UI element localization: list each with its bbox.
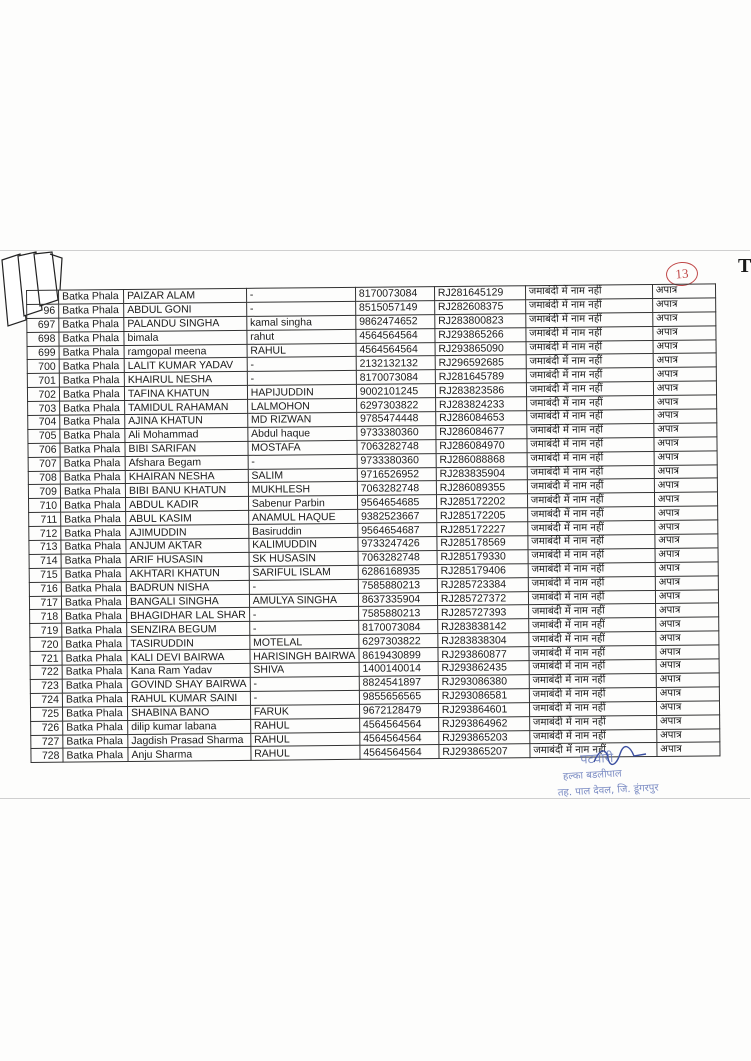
father-name-cell: - bbox=[249, 621, 358, 636]
jan-aadhaar-cell: RJ283838142 bbox=[438, 619, 529, 634]
records-table bbox=[26, 283, 720, 763]
mobile-cell: 9564654685 bbox=[357, 495, 436, 510]
village-cell: Batka Phala bbox=[62, 665, 127, 680]
stamp-line-1: पटवारी bbox=[579, 750, 614, 768]
serial-number-cell: 708 bbox=[28, 471, 60, 485]
mobile-cell: 9733380360 bbox=[357, 453, 436, 468]
name-cell: BIBI BANU KHATUN bbox=[125, 483, 248, 498]
status-cell: अपात्र bbox=[655, 603, 718, 617]
mobile-cell: 4564564564 bbox=[360, 731, 439, 746]
father-name-cell: ANAMUL HAQUE bbox=[248, 510, 357, 525]
serial-number-cell: 722 bbox=[30, 665, 62, 679]
jan-aadhaar-cell: RJ283835904 bbox=[436, 466, 527, 481]
remark-cell: जमाबंदी में नाम नहीं bbox=[528, 590, 655, 605]
serial-number-cell: 712 bbox=[29, 526, 61, 540]
mobile-cell: 9733247426 bbox=[358, 537, 437, 552]
remark-cell: जमाबंदी में नाम नहीं bbox=[526, 326, 653, 341]
mobile-cell: 4564564564 bbox=[359, 717, 438, 732]
serial-number-cell: 96 bbox=[27, 304, 59, 318]
father-name-cell: LALMOHON bbox=[247, 398, 356, 413]
mobile-cell: 8515057149 bbox=[355, 300, 434, 315]
remark-cell: जमाबंदी में नाम नहीं bbox=[528, 604, 655, 619]
serial-number-cell: 716 bbox=[29, 582, 61, 596]
village-cell: Batka Phala bbox=[60, 428, 125, 443]
name-cell: PALANDU SINGHA bbox=[124, 316, 247, 331]
name-cell: BIBI SARIFAN bbox=[125, 441, 248, 456]
name-cell: Afshara Begam bbox=[125, 455, 248, 470]
remark-cell: जमाबंदी में नाम नहीं bbox=[528, 535, 655, 550]
status-cell: अपात्र bbox=[654, 464, 717, 478]
remark-cell: जमाबंदी में नाम नहीं bbox=[528, 562, 655, 577]
serial-number-cell: 702 bbox=[27, 387, 59, 401]
serial-number-cell: 706 bbox=[28, 443, 60, 457]
jan-aadhaar-cell: RJ283823586 bbox=[435, 383, 526, 398]
serial-number-cell: 725 bbox=[31, 707, 63, 721]
village-cell: Batka Phala bbox=[59, 373, 124, 388]
mobile-cell: 7585880213 bbox=[358, 606, 437, 621]
status-cell: अपात्र bbox=[654, 492, 717, 506]
father-name-cell: - bbox=[249, 607, 358, 622]
village-cell: Batka Phala bbox=[62, 692, 127, 707]
father-name-cell: - bbox=[247, 357, 356, 372]
serial-number-cell: 709 bbox=[28, 485, 60, 499]
stamp-line-3: तह. पाल देवल, जि. डूंगरपुर bbox=[557, 782, 659, 799]
village-cell: Batka Phala bbox=[63, 720, 128, 735]
jan-aadhaar-cell: RJ293864962 bbox=[438, 716, 529, 731]
remark-cell: जमाबंदी में नाम नहीं bbox=[528, 576, 655, 591]
village-cell: Batka Phala bbox=[61, 581, 126, 596]
status-cell: अपात्र bbox=[656, 687, 719, 701]
mobile-cell: 8619430899 bbox=[359, 648, 438, 663]
village-cell: Batka Phala bbox=[63, 748, 128, 763]
status-cell: अपात्र bbox=[657, 742, 720, 756]
father-name-cell: Sabenur Parbin bbox=[248, 496, 357, 511]
remark-cell: जमाबंदी में नाम नहीं bbox=[529, 646, 656, 661]
father-name-cell: - bbox=[249, 579, 358, 594]
village-cell: Batka Phala bbox=[60, 484, 125, 499]
serial-number-cell: 719 bbox=[30, 624, 62, 638]
status-cell: अपात्र bbox=[655, 534, 718, 548]
name-cell: ABDUL GONI bbox=[124, 302, 247, 317]
jan-aadhaar-cell: RJ285178569 bbox=[437, 536, 528, 551]
serial-number-cell: 697 bbox=[27, 318, 59, 332]
serial-number-cell: 715 bbox=[29, 568, 61, 582]
page-number: 13 bbox=[665, 261, 699, 287]
status-cell: अपात्र bbox=[652, 284, 715, 298]
status-cell: अपात्र bbox=[655, 520, 718, 534]
father-name-cell: RAHUL bbox=[247, 343, 356, 358]
name-cell: ABUL KASIM bbox=[126, 511, 249, 526]
name-cell: Kana Ram Yadav bbox=[127, 663, 250, 678]
mobile-cell: 8637335904 bbox=[358, 592, 437, 607]
status-cell: अपात्र bbox=[655, 576, 718, 590]
mobile-cell: 2132132132 bbox=[356, 356, 435, 371]
name-cell: ANJUM AKTAR bbox=[126, 538, 249, 553]
jan-aadhaar-cell: RJ293865266 bbox=[435, 327, 526, 342]
mobile-cell: 9733380360 bbox=[357, 425, 436, 440]
mobile-cell: 9672128479 bbox=[359, 703, 438, 718]
village-cell: Batka Phala bbox=[59, 317, 124, 332]
serial-number-cell: 707 bbox=[28, 457, 60, 471]
remark-cell: जमाबंदी में नाम नहीं bbox=[527, 437, 654, 452]
father-name-cell: RAHUL bbox=[250, 732, 359, 747]
jan-aadhaar-cell: RJ282608375 bbox=[434, 300, 525, 315]
jan-aadhaar-cell: RJ293865203 bbox=[439, 730, 530, 745]
father-name-cell: RAHUL bbox=[250, 718, 359, 733]
serial-number-cell: 713 bbox=[29, 540, 61, 554]
jan-aadhaar-cell: RJ286089355 bbox=[436, 480, 527, 495]
status-cell: अपात्र bbox=[653, 395, 716, 409]
name-cell: ARIF HUSASIN bbox=[126, 552, 249, 567]
status-cell: अपात्र bbox=[654, 478, 717, 492]
mobile-cell: 8170073084 bbox=[356, 370, 435, 385]
serial-number-cell: 705 bbox=[28, 429, 60, 443]
stamp-line-2: हल्का बडलीपाल bbox=[562, 768, 622, 783]
status-cell: अपात्र bbox=[655, 589, 718, 603]
jan-aadhaar-cell: RJ281645129 bbox=[434, 286, 525, 301]
village-cell: Batka Phala bbox=[63, 734, 128, 749]
signature-icon bbox=[590, 744, 650, 768]
name-cell: BANGALI SINGHA bbox=[126, 594, 249, 609]
name-cell: BADRUN NISHA bbox=[126, 580, 249, 595]
status-cell: अपात्र bbox=[654, 451, 717, 465]
remark-cell: जमाबंदी में नाम नहीं bbox=[527, 423, 654, 438]
remark-cell: जमाबंदी में नाम नहीं bbox=[526, 382, 653, 397]
serial-number-cell: 720 bbox=[30, 637, 62, 651]
status-cell: अपात्र bbox=[654, 437, 717, 451]
serial-number-cell: 711 bbox=[29, 512, 61, 526]
father-name-cell: Abdul haque bbox=[248, 426, 357, 441]
name-cell: Ali Mohammad bbox=[125, 427, 248, 442]
father-name-cell: MOSTAFA bbox=[248, 440, 357, 455]
village-cell: Batka Phala bbox=[60, 401, 125, 416]
village-cell: Batka Phala bbox=[62, 623, 127, 638]
status-cell: अपात्र bbox=[653, 381, 716, 395]
serial-number-cell: 710 bbox=[29, 499, 61, 513]
mobile-cell: 9862474652 bbox=[356, 314, 435, 329]
jan-aadhaar-cell: RJ293086581 bbox=[438, 689, 529, 704]
remark-cell: जमाबंदी में नाम नहीं bbox=[530, 743, 657, 758]
village-cell: Batka Phala bbox=[61, 498, 126, 513]
father-name-cell: SARIFUL ISLAM bbox=[249, 565, 358, 580]
remark-cell: जमाबंदी में नाम नहीं bbox=[530, 729, 657, 744]
serial-number-cell: 698 bbox=[27, 332, 59, 346]
serial-number-cell: 727 bbox=[31, 735, 63, 749]
status-cell: अपात्र bbox=[655, 548, 718, 562]
jan-aadhaar-cell: RJ286088868 bbox=[436, 452, 527, 467]
village-cell: Batka Phala bbox=[60, 456, 125, 471]
mobile-cell: 6297303822 bbox=[356, 398, 435, 413]
name-cell: LALIT KUMAR YADAV bbox=[124, 358, 247, 373]
name-cell: PAIZAR ALAM bbox=[124, 288, 247, 303]
name-cell: bimala bbox=[124, 330, 247, 345]
village-cell: Batka Phala bbox=[59, 303, 124, 318]
village-cell: Batka Phala bbox=[61, 540, 126, 555]
remark-cell: जमाबंदी में नाम नहीं bbox=[527, 465, 654, 480]
father-name-cell: - bbox=[248, 454, 357, 469]
remark-cell: जमाबंदी में नाम नहीं bbox=[526, 368, 653, 383]
father-name-cell: - bbox=[247, 371, 356, 386]
serial-number-cell: 721 bbox=[30, 651, 62, 665]
serial-number-cell: 718 bbox=[30, 610, 62, 624]
status-cell: अपात्र bbox=[656, 714, 719, 728]
village-cell: Batka Phala bbox=[60, 415, 125, 430]
mobile-cell: 7063282748 bbox=[357, 481, 436, 496]
mobile-cell: 9564654687 bbox=[358, 523, 437, 538]
jan-aadhaar-cell: RJ296592685 bbox=[435, 355, 526, 370]
name-cell: KHAIRAN NESHA bbox=[125, 469, 248, 484]
village-cell: Batka Phala bbox=[62, 678, 127, 693]
jan-aadhaar-cell: RJ285179330 bbox=[437, 550, 528, 565]
jan-aadhaar-cell: RJ293862435 bbox=[438, 661, 529, 676]
jan-aadhaar-cell: RJ285172205 bbox=[436, 508, 527, 523]
village-cell: Batka Phala bbox=[60, 442, 125, 457]
serial-number-cell: 701 bbox=[27, 374, 59, 388]
father-name-cell: MUKHLESH bbox=[248, 482, 357, 497]
remark-cell: जमाबंदी में नाम नहीं bbox=[525, 284, 652, 299]
name-cell: TAFINA KHATUN bbox=[124, 386, 247, 401]
mobile-cell: 8824541897 bbox=[359, 675, 438, 690]
name-cell: Jagdish Prasad Sharma bbox=[128, 733, 251, 748]
jan-aadhaar-cell: RJ285179406 bbox=[437, 564, 528, 579]
village-cell: Batka Phala bbox=[61, 553, 126, 568]
edge-mark: T bbox=[738, 255, 751, 277]
father-name-cell: FARUK bbox=[250, 704, 359, 719]
status-cell: अपात्र bbox=[656, 701, 719, 715]
name-cell: TASIRUDDIN bbox=[127, 636, 250, 651]
name-cell: dilip kumar labana bbox=[128, 719, 251, 734]
remark-cell: जमाबंदी में नाम नहीं bbox=[527, 409, 654, 424]
page-edge-top bbox=[0, 250, 750, 251]
serial-number-cell: 700 bbox=[27, 360, 59, 374]
village-cell: Batka Phala bbox=[61, 512, 126, 527]
father-name-cell: AMULYA SINGHA bbox=[249, 593, 358, 608]
father-name-cell: Basiruddin bbox=[248, 523, 357, 538]
jan-aadhaar-cell: RJ285172227 bbox=[437, 522, 528, 537]
status-cell: अपात्र bbox=[653, 326, 716, 340]
jan-aadhaar-cell: RJ286084653 bbox=[436, 411, 527, 426]
serial-number-cell: 717 bbox=[29, 596, 61, 610]
remark-cell: जमाबंदी में नाम नहीं bbox=[529, 673, 656, 688]
father-name-cell: - bbox=[246, 287, 355, 302]
village-cell: Batka Phala bbox=[59, 290, 124, 305]
name-cell: SHABINA BANO bbox=[128, 705, 251, 720]
village-cell: Batka Phala bbox=[62, 609, 127, 624]
village-cell: Batka Phala bbox=[62, 637, 127, 652]
serial-number-cell: 704 bbox=[28, 415, 60, 429]
mobile-cell: 7063282748 bbox=[358, 550, 437, 565]
remark-cell: जमाबंदी में नाम नहीं bbox=[529, 715, 656, 730]
village-cell: Batka Phala bbox=[59, 387, 124, 402]
jan-aadhaar-cell: RJ286084677 bbox=[436, 425, 527, 440]
status-cell: अपात्र bbox=[653, 367, 716, 381]
serial-number-cell: 728 bbox=[31, 749, 63, 763]
village-cell: Batka Phala bbox=[60, 470, 125, 485]
village-cell: Batka Phala bbox=[59, 331, 124, 346]
remark-cell: जमाबंदी में नाम नहीं bbox=[526, 340, 653, 355]
remark-cell: जमाबंदी में नाम नहीं bbox=[525, 298, 652, 313]
remark-cell: जमाबंदी में नाम नहीं bbox=[527, 451, 654, 466]
father-name-cell: kamal singha bbox=[246, 315, 355, 330]
remark-cell: जमाबंदी में नाम नहीं bbox=[526, 354, 653, 369]
name-cell: ramgopal meena bbox=[124, 344, 247, 359]
mobile-cell: 9002101245 bbox=[356, 384, 435, 399]
mobile-cell: 8170073084 bbox=[355, 287, 434, 302]
mobile-cell: 9382523667 bbox=[357, 509, 436, 524]
mobile-cell: 4564564564 bbox=[356, 328, 435, 343]
serial-number-cell: 726 bbox=[31, 721, 63, 735]
status-cell: अपात्र bbox=[652, 298, 715, 312]
mobile-cell: 6286168935 bbox=[358, 564, 437, 579]
mobile-cell: 6297303822 bbox=[359, 634, 438, 649]
serial-number-cell: 724 bbox=[30, 693, 62, 707]
father-name-cell: KALIMUDDIN bbox=[249, 537, 358, 552]
remark-cell: जमाबंदी में नाम नहीं bbox=[527, 507, 654, 522]
status-cell: अपात्र bbox=[653, 339, 716, 353]
jan-aadhaar-cell: RJ293865207 bbox=[439, 744, 530, 759]
mobile-cell: 9785474448 bbox=[357, 412, 436, 427]
mobile-cell: 9855656565 bbox=[359, 689, 438, 704]
remark-cell: जमाबंदी में नाम नहीं bbox=[529, 660, 656, 675]
village-cell: Batka Phala bbox=[61, 595, 126, 610]
jan-aadhaar-cell: RJ285727393 bbox=[437, 605, 528, 620]
records-body bbox=[27, 284, 720, 763]
name-cell: AJINA KHATUN bbox=[125, 413, 248, 428]
mobile-cell: 8170073084 bbox=[359, 620, 438, 635]
status-cell: अपात्र bbox=[654, 409, 717, 423]
remark-cell: जमाबंदी में नाम नहीं bbox=[526, 396, 653, 411]
remark-cell: जमाबंदी में नाम नहीं bbox=[529, 687, 656, 702]
serial-number-cell: 703 bbox=[28, 401, 60, 415]
status-cell: अपात्र bbox=[657, 728, 720, 742]
mobile-cell: 4564564564 bbox=[356, 342, 435, 357]
remark-cell: जमाबंदी में नाम नहीं bbox=[528, 521, 655, 536]
serial-number-cell: 714 bbox=[29, 554, 61, 568]
remark-cell: जमाबंदी में नाम नहीं bbox=[527, 479, 654, 494]
mobile-cell: 1400140014 bbox=[359, 662, 438, 677]
jan-aadhaar-cell: RJ293865090 bbox=[435, 341, 526, 356]
jan-aadhaar-cell: RJ293864601 bbox=[438, 702, 529, 717]
father-name-cell: HAPIJUDDIN bbox=[247, 385, 356, 400]
jan-aadhaar-cell: RJ283838304 bbox=[438, 633, 529, 648]
name-cell: BHAGIDHAR LAL SHAR bbox=[127, 608, 250, 623]
jan-aadhaar-cell: RJ283800823 bbox=[435, 313, 526, 328]
jan-aadhaar-cell: RJ293860877 bbox=[438, 647, 529, 662]
name-cell: SENZIRA BEGUM bbox=[127, 622, 250, 637]
father-name-cell: - bbox=[250, 676, 359, 691]
name-cell: Anju Sharma bbox=[128, 747, 251, 762]
father-name-cell: MOTELAL bbox=[250, 635, 359, 650]
status-cell: अपात्र bbox=[655, 562, 718, 576]
status-cell: अपात्र bbox=[653, 312, 716, 326]
status-cell: अपात्र bbox=[656, 659, 719, 673]
status-cell: अपात्र bbox=[656, 617, 719, 631]
father-name-cell: MD RIZWAN bbox=[247, 412, 356, 427]
name-cell: AJIMUDDIN bbox=[126, 525, 249, 540]
name-cell: AKHTARI KHATUN bbox=[126, 566, 249, 581]
jan-aadhaar-cell: RJ285723384 bbox=[437, 577, 528, 592]
remark-cell: जमाबंदी में नाम नहीं bbox=[529, 701, 656, 716]
serial-number-cell: 699 bbox=[27, 346, 59, 360]
father-name-cell: SK HUSASIN bbox=[249, 551, 358, 566]
village-cell: Batka Phala bbox=[61, 567, 126, 582]
name-cell: ABDUL KADIR bbox=[126, 497, 249, 512]
father-name-cell: SHIVA bbox=[250, 662, 359, 677]
name-cell: GOVIND SHAY BAIRWA bbox=[127, 677, 250, 692]
jan-aadhaar-cell: RJ293086380 bbox=[438, 675, 529, 690]
jan-aadhaar-cell: RJ283824233 bbox=[435, 397, 526, 412]
remark-cell: जमाबंदी में नाम नहीं bbox=[529, 632, 656, 647]
status-cell: अपात्र bbox=[656, 645, 719, 659]
serial-number-cell bbox=[27, 290, 59, 304]
jan-aadhaar-cell: RJ286084970 bbox=[436, 438, 527, 453]
status-cell: अपात्र bbox=[656, 631, 719, 645]
father-name-cell: RAHUL bbox=[251, 746, 360, 761]
mobile-cell: 7063282748 bbox=[357, 439, 436, 454]
village-cell: Batka Phala bbox=[59, 359, 124, 374]
father-name-cell: - bbox=[246, 301, 355, 316]
status-cell: अपात्र bbox=[654, 423, 717, 437]
status-cell: अपात्र bbox=[653, 353, 716, 367]
father-name-cell: - bbox=[250, 690, 359, 705]
mobile-cell: 4564564564 bbox=[360, 745, 439, 760]
father-name-cell: SALIM bbox=[248, 468, 357, 483]
remark-cell: जमाबंदी में नाम नहीं bbox=[529, 618, 656, 633]
status-cell: अपात्र bbox=[656, 673, 719, 687]
jan-aadhaar-cell: RJ285727372 bbox=[437, 591, 528, 606]
name-cell: KALI DEVI BAIRWA bbox=[127, 650, 250, 665]
serial-number-cell: 723 bbox=[30, 679, 62, 693]
jan-aadhaar-cell: RJ285172202 bbox=[436, 494, 527, 509]
village-cell: Batka Phala bbox=[63, 706, 128, 721]
remark-cell: जमाबंदी में नाम नहीं bbox=[527, 493, 654, 508]
village-cell: Batka Phala bbox=[59, 345, 124, 360]
village-cell: Batka Phala bbox=[62, 651, 127, 666]
name-cell: TAMIDUL RAHAMAN bbox=[125, 400, 248, 415]
father-name-cell: rahut bbox=[247, 329, 356, 344]
name-cell: RAHUL KUMAR SAINI bbox=[127, 691, 250, 706]
name-cell: KHAIRUL NESHA bbox=[124, 372, 247, 387]
status-cell: अपात्र bbox=[654, 506, 717, 520]
remark-cell: जमाबंदी में नाम नहीं bbox=[526, 312, 653, 327]
remark-cell: जमाबंदी में नाम नहीं bbox=[528, 548, 655, 563]
mobile-cell: 7585880213 bbox=[358, 578, 437, 593]
father-name-cell: HARISINGH BAIRWA bbox=[250, 648, 359, 663]
village-cell: Batka Phala bbox=[61, 526, 126, 541]
mobile-cell: 9716526952 bbox=[357, 467, 436, 482]
jan-aadhaar-cell: RJ281645789 bbox=[435, 369, 526, 384]
